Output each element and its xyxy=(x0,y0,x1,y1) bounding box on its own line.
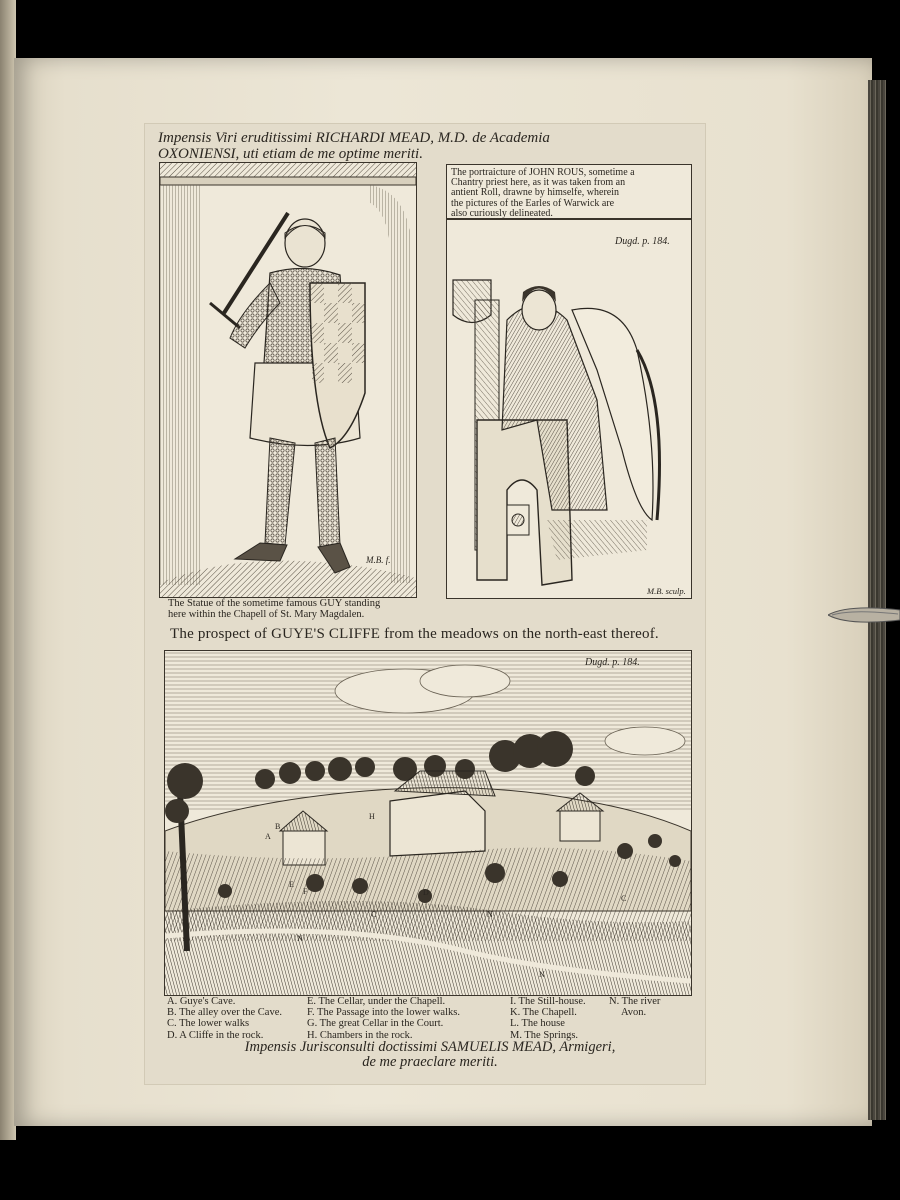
rous-caption-line-5: also curiously delineated. xyxy=(451,207,553,219)
plate-footer xyxy=(160,1040,700,1070)
legend-item: L. The house xyxy=(510,1018,565,1030)
rous-caption-line-1: The portraicture of JOHN ROUS, sometime a xyxy=(451,167,635,178)
page-stack-edge xyxy=(868,80,886,1120)
plate-header xyxy=(158,130,550,162)
header-line-1: Impensis Viri eruditissimi RICHARDI MEAD, M.D. de Academia xyxy=(158,130,550,146)
rous-caption-line-2: Chantry priest here, as it was taken from an xyxy=(451,177,626,189)
legend-col-1 xyxy=(167,996,282,1041)
legend-item: H. Chambers in the rock. xyxy=(307,1029,413,1041)
legend-item: E. The Cellar, under the Chapell. xyxy=(307,996,446,1007)
statue-engraving xyxy=(160,163,416,597)
marker-b: B xyxy=(275,822,281,831)
legend-item: I. The Still-house. xyxy=(510,996,586,1007)
marker-e: E xyxy=(289,880,294,889)
legend-item: C. The lower walks xyxy=(167,1018,250,1030)
legend-item: Avon. xyxy=(621,1007,647,1019)
statue-panel xyxy=(159,162,417,598)
bookmark-ribbon xyxy=(828,604,900,626)
rous-caption xyxy=(451,168,635,219)
footer-line-2: de me praeclare meriti. xyxy=(362,1054,498,1070)
legend-item: A. Guye's Cave. xyxy=(167,996,236,1007)
marker-f: F xyxy=(303,887,308,896)
legend-item: B. The alley over the Cave. xyxy=(167,1007,282,1019)
statue-caption xyxy=(168,598,380,620)
marker-n-left: N xyxy=(297,934,303,943)
prospect-reference: Dugd. p. 184. xyxy=(585,657,640,668)
legend-col-3 xyxy=(510,996,586,1041)
rous-engraving xyxy=(447,220,691,598)
legend-col-2 xyxy=(307,996,460,1041)
header-line-2: OXONIENSI, uti etiam de me optime meriti. xyxy=(158,146,423,162)
marker-n-center: N xyxy=(487,910,493,919)
statue-caption-line-2: here within the Chapell of St. Mary Magdalen. xyxy=(168,609,365,620)
statue-caption-line-1: The Statue of the sometime famous GUY standing xyxy=(168,598,381,609)
guyes-cliffe-engraving xyxy=(165,651,691,995)
rous-caption-line-3: antient Roll, drawne by himselfe, wherein xyxy=(451,187,620,199)
rous-reference: Dugd. p. 184. xyxy=(615,236,670,247)
footer-line-1: Impensis Jurisconsulti doctissimi SAMUELIS MEAD, Armigeri, xyxy=(244,1039,616,1055)
statue-engraver-mark: M.B. f. xyxy=(366,555,391,565)
legend-item: G. The great Cellar in the Court. xyxy=(307,1018,444,1030)
marker-n-right: N xyxy=(539,970,545,979)
rous-panel xyxy=(446,219,692,599)
rous-engraver-mark: M.B. sculp. xyxy=(647,586,686,596)
marker-c-left: C xyxy=(371,910,377,919)
marker-a: A xyxy=(265,832,271,841)
prospect-panel xyxy=(164,650,692,996)
legend-item: F. The Passage into the lower walks. xyxy=(307,1007,460,1019)
legend-col-4 xyxy=(609,996,660,1018)
rous-caption-box xyxy=(446,164,692,219)
legend-item: N. The river xyxy=(609,996,661,1007)
marker-c-right: C xyxy=(621,894,627,903)
prospect-title: The prospect of GUYE'S CLIFFE from the meadows on the north-east thereof. xyxy=(170,626,659,642)
rous-caption-line-4: the pictures of the Earles of Warwick are xyxy=(451,197,615,209)
legend-item: M. The Springs. xyxy=(510,1029,579,1041)
marker-d: D xyxy=(423,888,429,897)
marker-h: H xyxy=(369,812,375,821)
legend-item: D. A Cliffe in the rock. xyxy=(167,1029,264,1041)
legend-item: K. The Chapell. xyxy=(510,1007,577,1019)
